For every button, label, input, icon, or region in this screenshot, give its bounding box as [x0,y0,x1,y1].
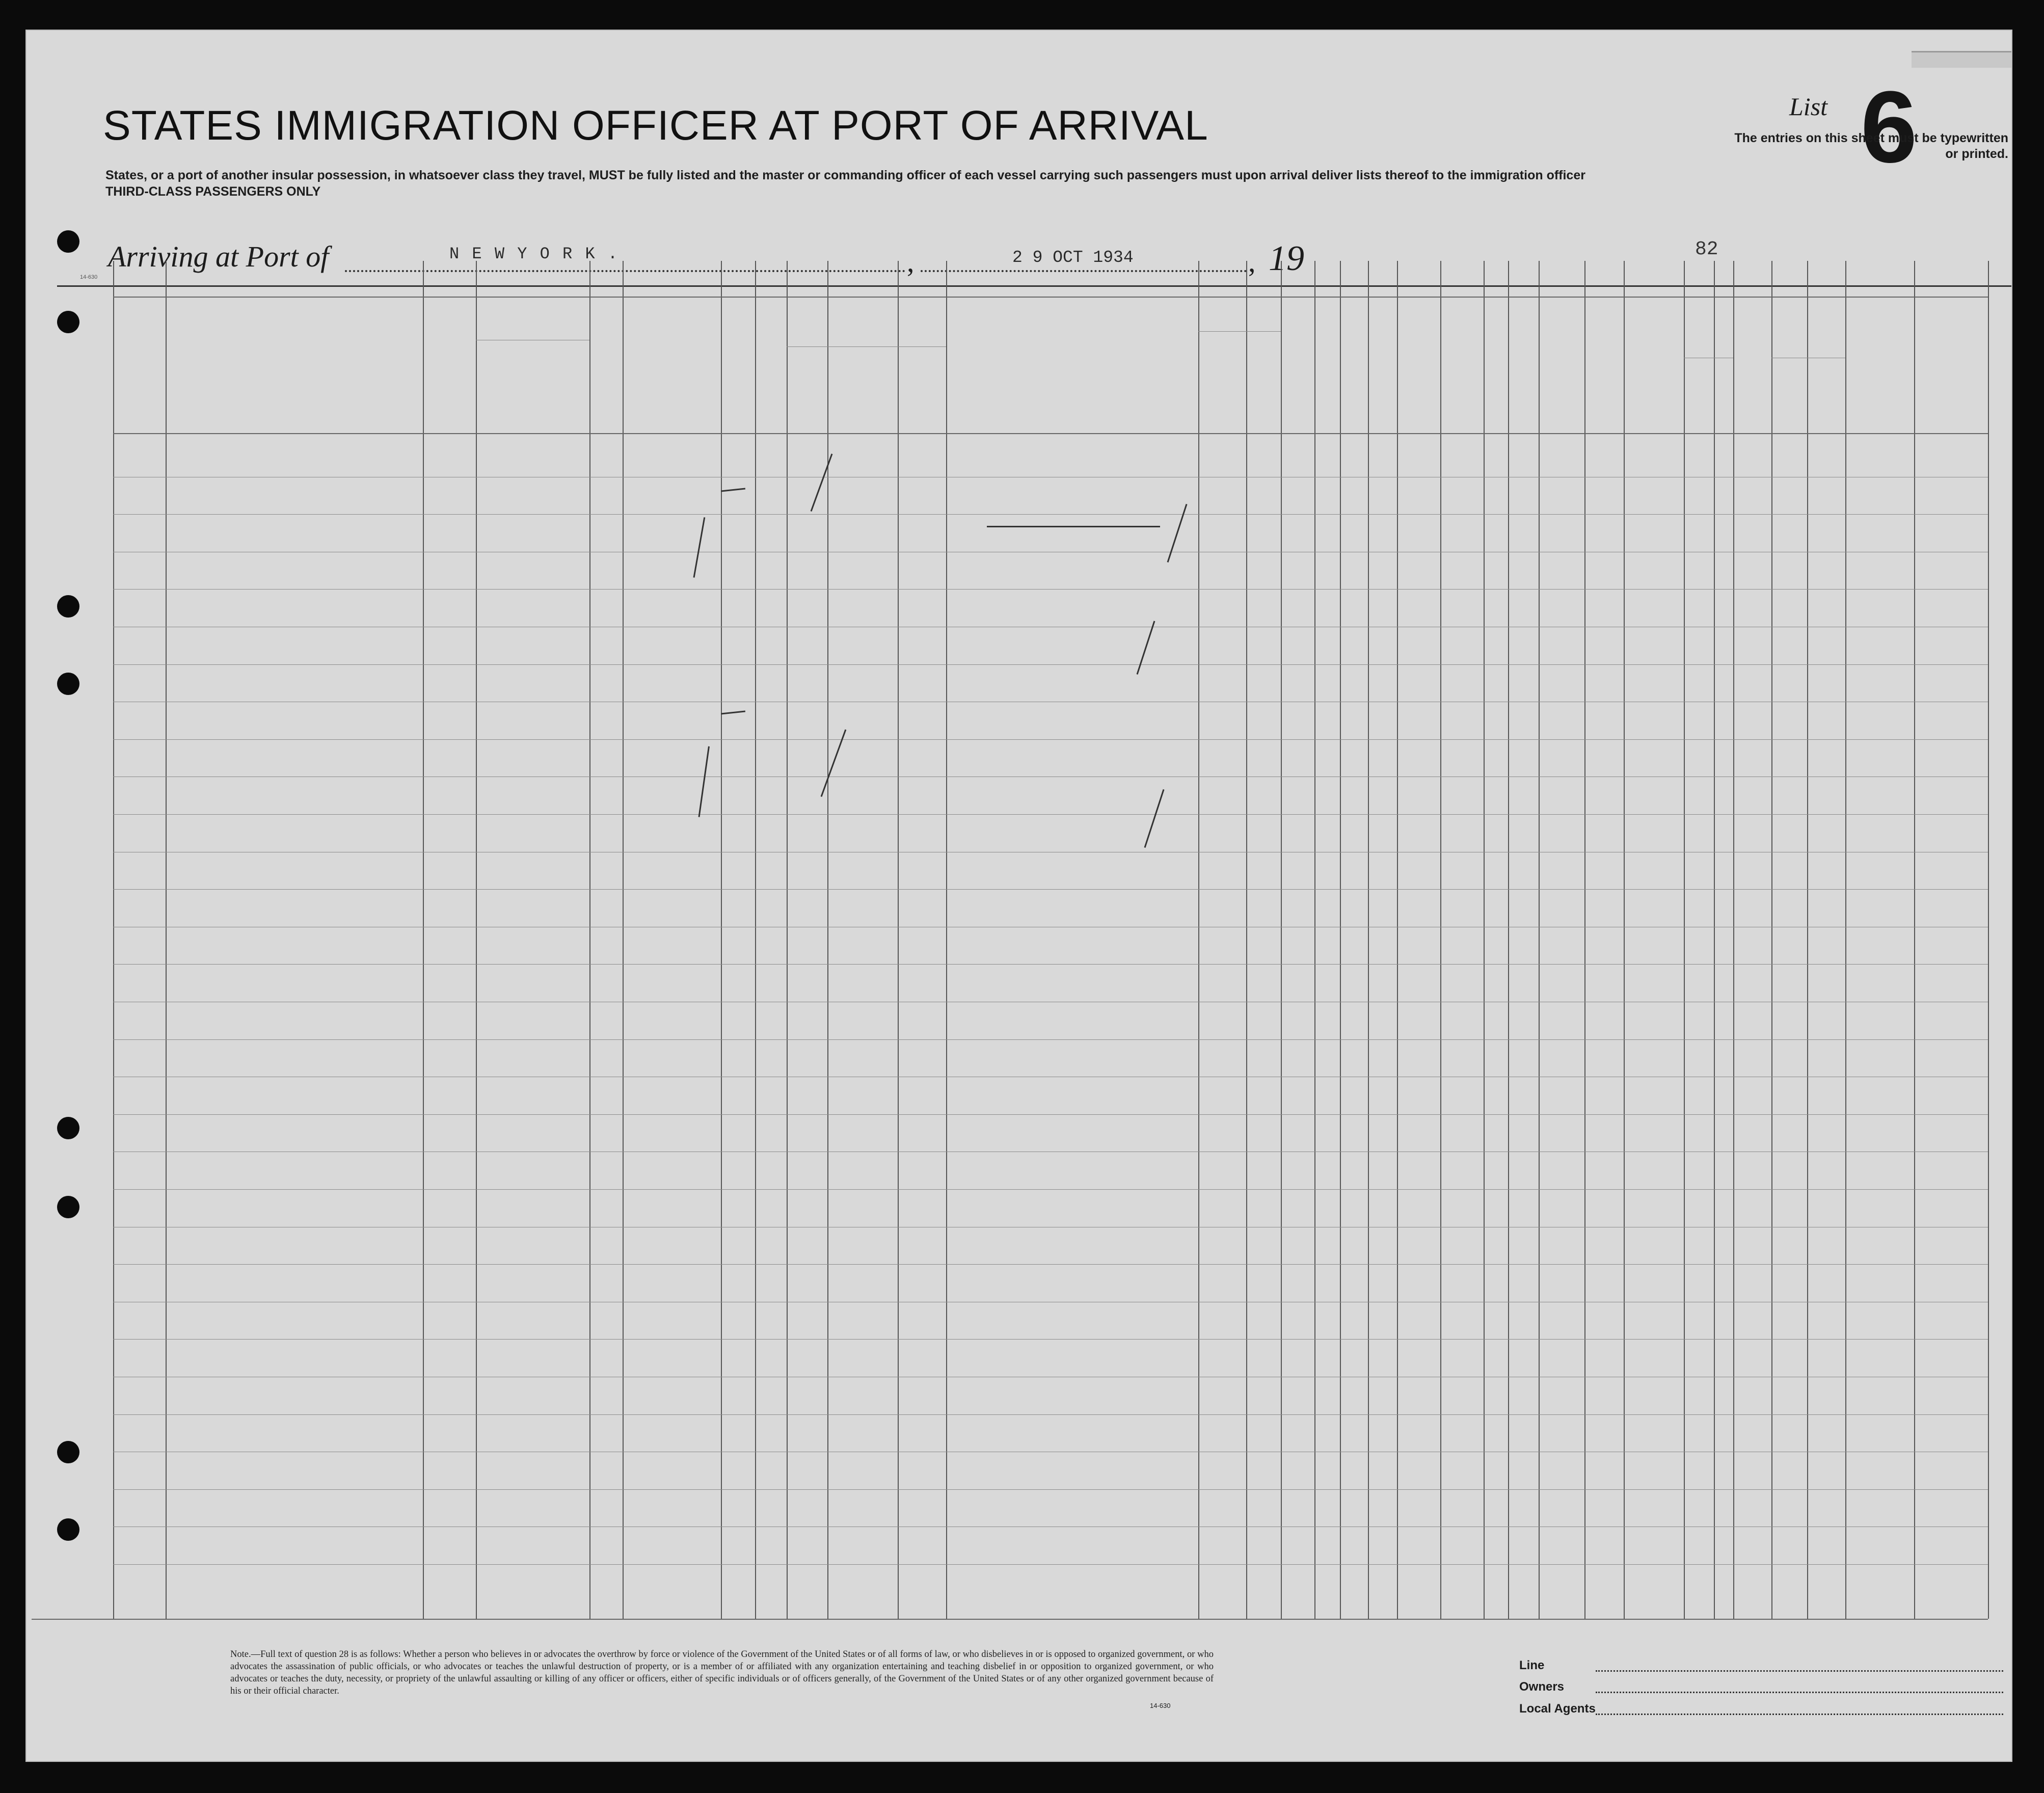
column-rule [1988,261,1989,1619]
form-code: 14-630 [80,274,98,280]
column-rule [1198,261,1199,1619]
check-slash [1167,504,1188,563]
strikethrough [721,488,745,492]
header-polygamist [1341,307,1366,429]
column-rule [721,261,722,1619]
punch-hole [57,673,79,695]
header-purpose-c [1283,307,1313,429]
column-rule [623,261,624,1619]
check-slash [1144,789,1165,848]
column-rule [166,261,167,1619]
row-rule [113,1039,1988,1040]
owners-label: Owners [1519,1680,1565,1694]
header-ticket [591,307,623,429]
comma: , [1248,245,1256,278]
column-rule [1246,261,1247,1619]
row-rule [113,589,1988,590]
year-prefix: 19 [1269,239,1304,278]
page-number: 82 [1695,238,1718,260]
header-rule [57,285,2012,287]
punch-hole [57,1518,79,1541]
column-rule [476,261,477,1619]
header-arrested [1510,307,1537,429]
header-offer [1442,307,1482,429]
column-rule [589,261,590,1619]
column-rule [423,261,424,1619]
date-dotted-line [921,270,1247,272]
column-rule [113,261,114,1619]
footer-note: Note.—Full text of question 28 is as follows: Whether a person who believes in or advocates the overthrow by force or violence of the Government of the United States or of all forms of law, or who disbelieves in or is opposed to organized government, or who advocates the assassination of public officials, or who advocates or teaches the unlawful destruction of property, or is a member of or affiliated with any organization entertaining and teaching disbelief in or opposition to organized government, or who advocates or teaches the duty, necessity, or propriety of the unlawful assaulting or killing of any officer or officers, either of specific individuals or of officers generally, of the Government of the United States or of any other organized government because of his or their official character. [230,1649,1214,1696]
column-rule [946,261,947,1619]
manifest-sheet [25,30,2012,1762]
strikethrough [987,526,1160,527]
column-rule [1684,261,1685,1619]
check-slash [821,729,847,797]
port-dotted-line [345,270,905,272]
column-rule [1314,261,1315,1619]
column-rule [1440,261,1441,1619]
punch-hole [57,311,79,333]
column-rule [1281,261,1282,1619]
column-number-rule [113,297,1988,298]
line-dotted [1596,1670,2003,1672]
column-rule [1771,261,1772,1619]
instructions-line-2: THIRD-CLASS PASSENGERS ONLY [105,184,321,199]
header-purpose-b [1248,307,1280,429]
header-prison [1315,307,1339,429]
header-excluded [1485,307,1507,429]
list-label: List [1789,92,1828,121]
manifest-table [26,31,2012,1661]
punch-hole [57,1196,79,1218]
row-rule [113,739,1988,740]
header-overthrow [1399,307,1439,429]
header-purpose-a [1200,307,1244,429]
owners-dotted [1596,1692,2003,1693]
list-note: The entries on this sheet must be typewritten or printed. [1734,131,2008,161]
row-rule [113,1339,1988,1340]
comma: , [907,245,915,278]
column-rule [1845,261,1846,1619]
line-label: Line [1519,1658,1545,1672]
row-rule [113,1564,1988,1565]
column-rule [1714,261,1715,1619]
row-rule [113,889,1988,890]
header-fifty-dollars [722,307,755,429]
header-anarchist [1369,307,1395,429]
arriving-label: Arriving at Port of [108,240,329,273]
row-rule [113,1489,1988,1490]
column-rule [1340,261,1341,1619]
check-slash [693,517,706,578]
port-value: N E W Y O R K . [449,245,620,263]
check-slash [1137,621,1155,675]
footer-code: 14-630 [1150,1702,1171,1709]
sheet-tab [1912,51,2012,68]
row-rule [113,1114,1988,1115]
row-rule [113,1264,1988,1265]
punch-hole [57,1441,79,1463]
row-rule [113,964,1988,965]
instructions-line-1: States, or a port of another insular possession, in whatsoever class they travel, MUST be fully listed and the master or commanding officer of each vessel carrying such passengers must upon arrival deliver lists thereof to the immigration officer [105,168,1585,182]
column-rule [827,261,828,1619]
column-rule [1508,261,1509,1619]
column-rule [1539,261,1540,1619]
column-rule [898,261,899,1619]
column-rule [1624,261,1625,1619]
check-slash [698,746,710,817]
strikethrough [721,710,745,714]
column-rule [1807,261,1808,1619]
row-rule [113,1414,1988,1415]
ever-before-sub-rule [787,346,946,347]
instructions [105,167,1736,200]
date-stamp: 2 9 OCT 1934 [1012,248,1134,267]
punch-hole [57,1117,79,1139]
list-number: 6 [1861,70,1918,184]
table-bottom-rule [32,1619,1988,1620]
column-rule [1914,261,1915,1619]
column-rule [1397,261,1398,1619]
row-rule [113,664,1988,665]
column-rule [1368,261,1369,1619]
row-rule [113,514,1988,515]
column-rule [787,261,788,1619]
agents-label: Local Agents [1519,1702,1596,1716]
column-rule [1584,261,1585,1619]
row-rule [113,1189,1988,1190]
page-title: STATES IMMIGRATION OFFICER AT PORT OF ARRIVAL [103,102,1208,149]
column-rule [1733,261,1734,1619]
agents-dotted [1596,1714,2003,1715]
purpose-sub-rule [1198,331,1281,332]
punch-hole [57,595,79,618]
header-bottom-rule [113,433,1988,434]
check-slash [811,453,833,512]
column-rule [1484,261,1485,1619]
punch-hole [57,230,79,253]
row-rule [113,814,1988,815]
column-rule [755,261,756,1619]
